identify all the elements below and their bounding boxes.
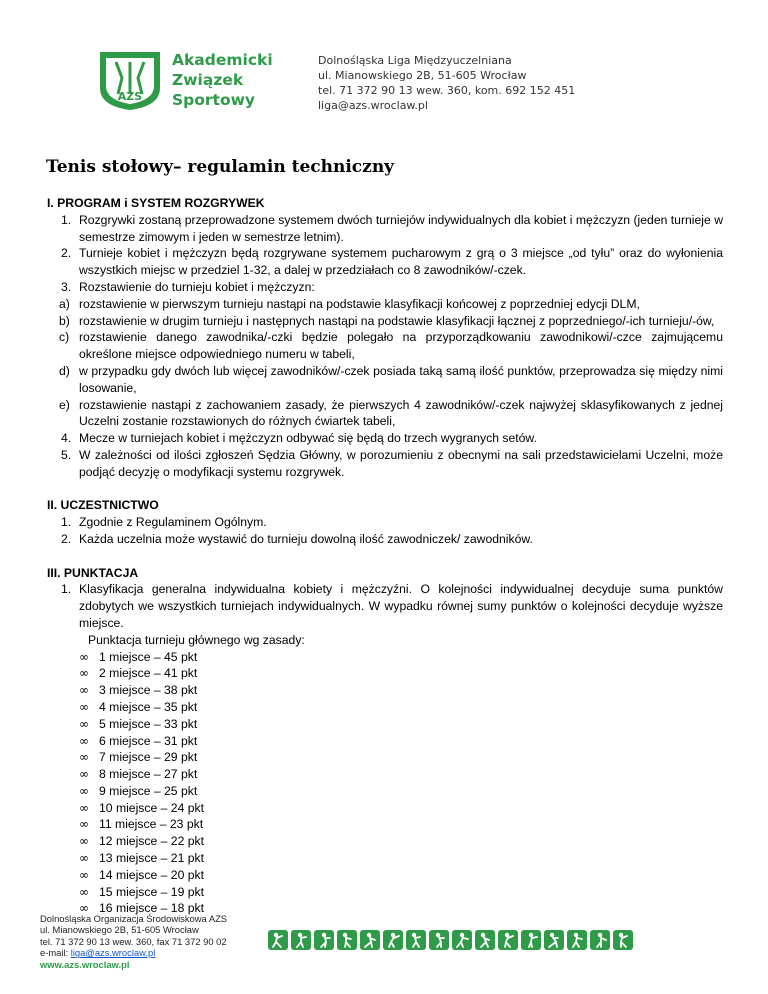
email-link[interactable]: liga@azs.wroclaw.pl bbox=[70, 947, 156, 959]
cycling-icon bbox=[567, 930, 587, 950]
points-item: ∞ 15 miejsce – 19 pkt bbox=[79, 884, 205, 899]
page-title: Tenis stołowy– regulamin techniczny bbox=[46, 157, 395, 177]
points-item: ∞ 16 miejsce – 18 pkt bbox=[79, 901, 205, 916]
contact-line: liga@azs.wroclaw.pl bbox=[318, 99, 428, 112]
infinity-bullet-icon: ∞ bbox=[79, 683, 89, 698]
logo-line: Związek bbox=[172, 71, 244, 89]
logo-line: Akademicki bbox=[172, 51, 273, 69]
list-item: 1. Zgodnie z Regulaminem Ogólnym. bbox=[61, 515, 267, 530]
judo-icon bbox=[590, 930, 610, 950]
handball-icon bbox=[429, 930, 449, 950]
sub-list-item: a) rozstawienie w pierwszym turnieju nastąpi na podstawie klasyfikacji końcowej z poprzedniej edycji DLM, bbox=[59, 296, 640, 311]
contact-line: ul. Mianowskiego 2B, 51-605 Wrocław bbox=[318, 69, 527, 82]
infinity-bullet-icon: ∞ bbox=[79, 716, 89, 731]
section-heading: II. UCZESTNICTWO bbox=[47, 498, 159, 513]
gymnastics-icon bbox=[383, 930, 403, 950]
footer-email-line: e-mail: liga@azs.wroclaw.pl bbox=[40, 947, 156, 959]
infinity-bullet-icon: ∞ bbox=[79, 834, 89, 849]
basketball-icon bbox=[337, 930, 357, 950]
points-item: ∞ 11 miejsce – 23 pkt bbox=[79, 817, 204, 832]
infinity-bullet-icon: ∞ bbox=[79, 867, 89, 882]
contact-line: tel. 71 372 90 13 wew. 360, kom. 692 152 451 bbox=[318, 84, 576, 97]
table-tennis-icon bbox=[498, 930, 518, 950]
infinity-bullet-icon: ∞ bbox=[79, 666, 89, 681]
sport-icons-strip bbox=[268, 930, 633, 950]
infinity-bullet-icon: ∞ bbox=[79, 851, 89, 866]
logo-mark: AZS bbox=[117, 90, 143, 103]
footer-street: ul. Mianowskiego 2B, 51-605 Wrocław bbox=[40, 924, 199, 936]
athletics-icon bbox=[268, 930, 288, 950]
points-list bbox=[47, 649, 723, 918]
points-item: ∞ 14 miejsce – 20 pkt bbox=[79, 867, 205, 882]
logo-line: Sportowy bbox=[172, 91, 256, 109]
points-item: ∞ 12 miejsce – 22 pkt bbox=[79, 834, 205, 849]
skiing-icon bbox=[452, 930, 472, 950]
sub-list-item: b) rozstawienie w drugim turnieju i następnych nastąpi na podstawie klasyfikacji łącznej z poprzedniego/-ich turnieju/-ów, bbox=[59, 313, 715, 328]
footer-org: Dolnośląska Organizacja Środowiskowa AZS bbox=[40, 913, 228, 924]
contact-line: Dolnośląska Liga Międzyuczelniana bbox=[318, 54, 512, 67]
points-item: ∞ 9 miejsce – 25 pkt bbox=[79, 783, 198, 798]
points-item: ∞ 2 miejsce – 41 pkt bbox=[79, 666, 198, 681]
infinity-bullet-icon: ∞ bbox=[79, 884, 89, 899]
running-icon bbox=[360, 930, 380, 950]
footer-phone: tel. 71 372 90 13 wew. 360, fax 71 372 90 02 bbox=[40, 935, 227, 947]
infinity-bullet-icon: ∞ bbox=[79, 901, 89, 916]
points-item: ∞ 6 miejsce – 31 pkt bbox=[79, 733, 198, 748]
document-body bbox=[47, 195, 723, 917]
points-item: ∞ 3 miejsce – 38 pkt bbox=[79, 683, 198, 698]
diving-icon bbox=[613, 930, 633, 950]
list-item: 2. Turnieje kobiet i mężczyzn będą rozgrywane systemem pucharowym z grą o 3 miejsce „od tyłu” oraz do wyłonienia wszystkich miejsc w przedziel 1-32, a dalej w przedziałach co 8 zawodników/-czek. bbox=[61, 246, 723, 278]
football-icon bbox=[314, 930, 334, 950]
sub-list-item: d) w przypadku gdy dwóch lub więcej zawodników/-czek posiada taką samą ilość punktów, przeprowadza się między nimi losowanie, bbox=[59, 363, 723, 395]
points-item: ∞ 1 miejsce – 45 pkt bbox=[79, 649, 198, 664]
points-item: ∞ 10 miejsce – 24 pkt bbox=[79, 800, 205, 815]
website-link[interactable]: www.azs.wroclaw.pl bbox=[40, 958, 130, 970]
list-item: 4. Mecze w turniejach kobiet i mężczyzn odbywać się będą do trzech wygranych setów. bbox=[61, 431, 537, 446]
footer-address bbox=[40, 913, 227, 970]
infinity-bullet-icon: ∞ bbox=[79, 649, 89, 664]
swimming-icon bbox=[406, 930, 426, 950]
list-item: 5. W zależności od ilości zgłoszeń Sędzia Główny, w porozumieniu z obecnymi na sali przedstawicielami Uczelni, może podjąć decyzję o modyfikacji systemu rozgrywek. bbox=[61, 447, 723, 479]
header-contact bbox=[318, 53, 575, 113]
points-note: Punktacja turnieju głównego wg zasady: bbox=[88, 632, 305, 647]
logo-wordmark bbox=[172, 50, 273, 110]
azs-logo bbox=[96, 48, 164, 112]
points-item: ∞ 13 miejsce – 21 pkt bbox=[79, 851, 205, 866]
infinity-bullet-icon: ∞ bbox=[79, 783, 89, 798]
points-item: ∞ 8 miejsce – 27 pkt bbox=[79, 767, 198, 782]
rowing-icon bbox=[544, 930, 564, 950]
list-item: 1. Rozgrywki zostaną przeprowadzone systemem dwóch turniejów indywidualnych dla kobiet i mężczyzn (jeden turnieje w semestrze zimowym i jeden w semestrze letnim). bbox=[61, 212, 723, 244]
tennis-icon bbox=[521, 930, 541, 950]
volleyball-icon bbox=[291, 930, 311, 950]
points-item: ∞ 7 miejsce – 29 pkt bbox=[79, 750, 198, 765]
points-item: ∞ 4 miejsce – 35 pkt bbox=[79, 699, 198, 714]
sub-list-item: c) rozstawienie danego zawodnika/-czki będzie polegało na przyporządkowaniu zawodnikowi/-czce zajmującemu określone miejsce odpowiedniego numeru w tabeli, bbox=[59, 330, 723, 362]
infinity-bullet-icon: ∞ bbox=[79, 817, 89, 832]
section-heading: III. PUNKTACJA bbox=[47, 565, 139, 580]
section-heading: I. PROGRAM i SYSTEM ROZGRYWEK bbox=[47, 196, 265, 210]
list-item: 1. Klasyfikacja generalna indywidualna kobiety i mężczyźni. O kolejności indywidualnej decyduje suma punktów zdobytych we wszystkich turniejach indywidualnych. W wypadku równej sumy punktów o kolejności decyduje wyższe miejsce. bbox=[61, 582, 723, 630]
infinity-bullet-icon: ∞ bbox=[79, 699, 89, 714]
equestrian-icon bbox=[475, 930, 495, 950]
sub-list-item: e) rozstawienie nastąpi z zachowaniem zasady, że pierwszych 4 zawodników/-czek najwyżej sklasyfikowanych z jednej Uczelni zostanie rozstawionych do różnych ćwiartek tabeli, bbox=[59, 397, 723, 429]
infinity-bullet-icon: ∞ bbox=[79, 750, 89, 765]
list-item: 2. Każda uczelnia może wystawić do turnieju dowolną ilość zawodniczek/ zawodników. bbox=[61, 531, 533, 546]
infinity-bullet-icon: ∞ bbox=[79, 800, 89, 815]
infinity-bullet-icon: ∞ bbox=[79, 733, 89, 748]
points-item: ∞ 5 miejsce – 33 pkt bbox=[79, 716, 198, 731]
list-item: 3. Rozstawienie do turnieju kobiet i mężczyzn: bbox=[61, 279, 315, 294]
infinity-bullet-icon: ∞ bbox=[79, 767, 89, 782]
